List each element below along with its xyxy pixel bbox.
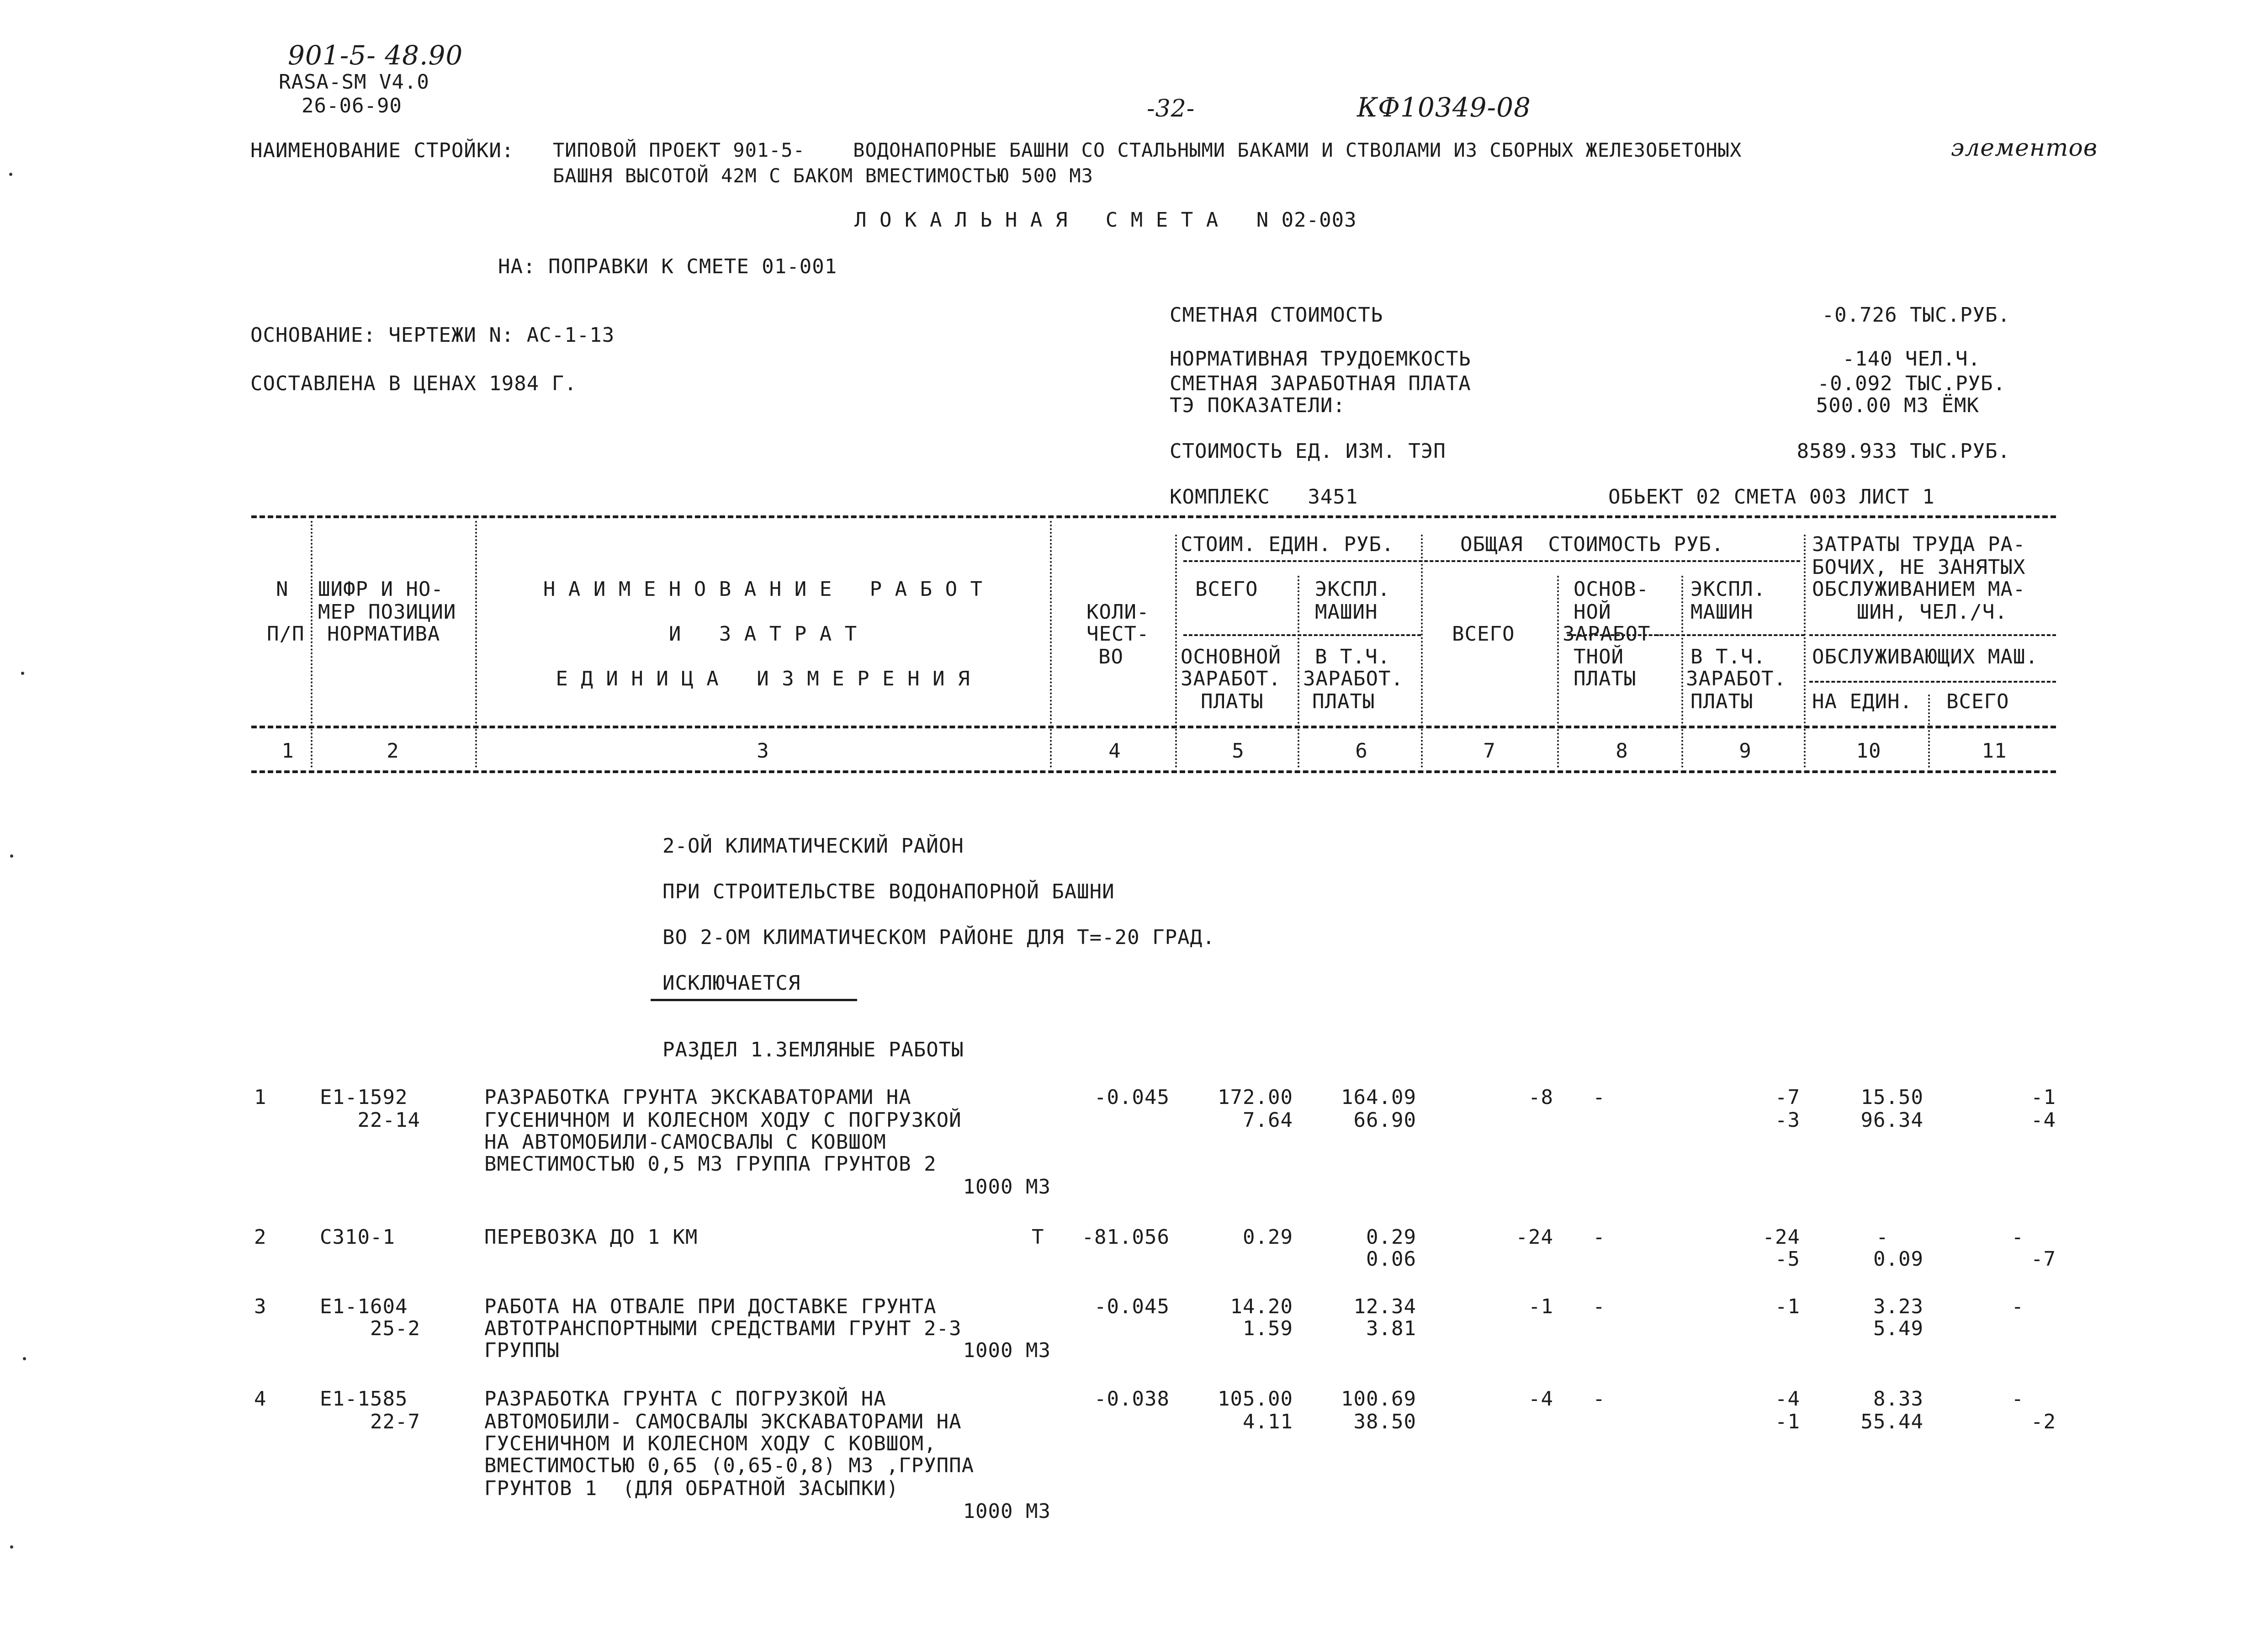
header-sub-rule (1809, 681, 2056, 683)
basis-line: ОСНОВАНИЕ: ЧЕРТЕЖИ N: АС-1-13 (250, 324, 615, 347)
row-labor-total: - (2011, 1226, 2024, 1249)
header-total-incl-3: ПЛАТЫ (1690, 690, 1754, 713)
header-name-3: Е Д И Н И Ц А И З М Е Р Е Н И Я (556, 667, 970, 690)
column-number-6: 6 (1355, 739, 1368, 763)
header-labor-total: ВСЕГО (1946, 690, 2009, 713)
row-code: Е1-1592 (320, 1086, 408, 1109)
row-number: 1 (254, 1086, 267, 1109)
header-unit-main-wage-1: ОСНОВНОЙ (1181, 645, 1281, 668)
row-quantity: -0.045 (1094, 1086, 1170, 1109)
row-code-2: 22-14 (357, 1109, 420, 1132)
row-unit-main-wage: 1.59 (1243, 1317, 1293, 1340)
intro-excluded: ИСКЛЮЧАЕТСЯ (662, 971, 801, 995)
header-n: N (276, 578, 289, 601)
print-date: 26-06-90 (302, 94, 402, 117)
row-total-machines: -4 (1775, 1387, 1800, 1411)
intro-line-3: ВО 2-ОМ КЛИМАТИЧЕСКОМ РАЙОНЕ ДЛЯ Т=-20 ГРАД. (662, 926, 1215, 949)
column-number-1: 1 (281, 739, 294, 763)
row-total-machines: -1 (1775, 1295, 1800, 1318)
header-unit-main-wage-2: ЗАРАБОТ. (1181, 667, 1281, 690)
program-version: RASA-SM V4.0 (279, 70, 429, 94)
row-unit-machines: 164.09 (1341, 1086, 1416, 1109)
header-qty-3: ВО (1098, 645, 1123, 668)
document-number: КФ10349-08 (1357, 92, 1531, 123)
row-name-line: АВТОМОБИЛИ- САМОСВАЛЫ ЭКСКАВАТОРАМИ НА (484, 1410, 962, 1433)
header-labor-1: ЗАТРАТЫ ТРУДА РА- (1812, 533, 2026, 556)
column-separator (1804, 535, 1806, 768)
row-total-main-wage: - (1593, 1226, 1606, 1249)
summary-value-labor: -140 ЧЕЛ.Ч. (1842, 347, 1981, 371)
intro-line-2: ПРИ СТРОИТЕЛЬСТВЕ ВОДОНАПОРНОЙ БАШНИ (662, 880, 1115, 903)
row-unit-main-wage: 4.11 (1243, 1410, 1293, 1433)
header-total-incl-2: ЗАРАБОТ. (1686, 667, 1786, 690)
row-labor-per-unit: 15.50 (1860, 1086, 1924, 1109)
row-labor-per-unit: 3.23 (1873, 1295, 1924, 1318)
construction-label: НАИМЕНОВАНИЕ СТРОЙКИ: (250, 139, 514, 162)
row-total: -1 (1528, 1295, 1553, 1318)
table-top-rule (251, 515, 2056, 518)
row-labor-service-total: -7 (2031, 1247, 2056, 1271)
column-number-4: 4 (1108, 739, 1121, 763)
row-unit-machines: 12.34 (1353, 1295, 1416, 1318)
prices-line: СОСТАВЛЕНА В ЦЕНАХ 1984 Г. (250, 372, 577, 395)
summary-label-wages: СМЕТНАЯ ЗАРАБОТНАЯ ПЛАТА (1170, 372, 1471, 395)
row-name-line: НА АВТОМОБИЛИ-САМОСВАЛЫ С КОВШОМ (484, 1130, 886, 1154)
column-separator (1298, 576, 1299, 768)
row-code: С310-1 (320, 1226, 395, 1249)
row-name-line: АВТОТРАНСПОРТНЫМИ СРЕДСТВАМИ ГРУНТ 2-3 (484, 1317, 962, 1340)
row-name-line: ПЕРЕВОЗКА ДО 1 КМ (484, 1226, 698, 1249)
header-total-main-2: НОЙ (1574, 600, 1611, 624)
header-qty-2: ЧЕСТ- (1086, 622, 1150, 646)
row-total-incl-wage: -3 (1775, 1109, 1800, 1132)
row-quantity: -81.056 (1081, 1226, 1170, 1249)
summary-label-indicators: ТЭ ПОКАЗАТЕЛИ: (1170, 394, 1346, 417)
header-sub-rule (1183, 634, 1421, 636)
column-number-7: 7 (1483, 739, 1496, 763)
row-name-line: РАЗРАБОТКА ГРУНТА С ПОГРУЗКОЙ НА (484, 1387, 886, 1411)
row-total-incl-wage: -1 (1775, 1410, 1800, 1433)
page-number: -32- (1147, 95, 1195, 122)
row-unit-incl-wage: 38.50 (1353, 1410, 1416, 1433)
construction-line-2: БАШНЯ ВЫСОТОЙ 42М С БАКОМ ВМЕСТИМОСТЬЮ 500 М3 (553, 164, 1093, 187)
intro-line-1: 2-ОЙ КЛИМАТИЧЕСКИЙ РАЙОН (662, 834, 964, 858)
header-code-1: ШИФР И НО- (318, 578, 444, 601)
column-number-2: 2 (387, 739, 399, 763)
scan-speck (10, 1545, 13, 1549)
header-labor-per-unit: НА ЕДИН. (1812, 690, 1913, 713)
row-unit-incl-wage: 0.06 (1366, 1247, 1416, 1271)
row-unit-machines: 0.29 (1366, 1226, 1416, 1249)
scan-speck (10, 854, 13, 858)
amendment-line: НА: ПОПРАВКИ К СМЕТЕ 01-001 (498, 255, 837, 278)
header-name-2: И З А Т Р А Т (668, 622, 858, 646)
row-number: 2 (254, 1226, 267, 1249)
header-total-cost: ОБЩАЯ СТОИМОСТЬ РУБ. (1460, 533, 1724, 556)
row-number: 3 (254, 1295, 267, 1318)
row-unit: 1000 М3 (963, 1339, 1051, 1362)
header-labor-service: ОБСЛУЖИВАЮЩИХ МАШ. (1812, 645, 2038, 668)
header-code-2: МЕР ПОЗИЦИИ (318, 600, 456, 624)
row-name-line: ГРУНТОВ 1 (ДЛЯ ОБРАТНОЙ ЗАСЫПКИ) (484, 1477, 899, 1500)
row-labor-per-unit: 8.33 (1873, 1387, 1924, 1411)
row-name-line: РАЗРАБОТКА ГРУНТА ЭКСКАВАТОРАМИ НА (484, 1086, 911, 1109)
row-total-incl-wage: -5 (1775, 1247, 1800, 1271)
summary-value-wages: -0.092 ТЫС.РУБ. (1817, 372, 2006, 395)
column-number-3: 3 (757, 739, 769, 763)
header-labor-2: БОЧИХ, НЕ ЗАНЯТЫХ (1812, 556, 2026, 579)
header-unit-cost: СТОИМ. ЕДИН. РУБ. (1181, 533, 1394, 556)
construction-line-1: ТИПОВОЙ ПРОЕКТ 901-5- ВОДОНАПОРНЫЕ БАШНИ СО СТАЛЬНЫМИ БАКАМИ И СТВОЛАМИ ИЗ СБОРНЫХ ЖЕЛЕЗОБЕТОНЫХ (553, 139, 1742, 161)
row-labor-service-per-unit: 55.44 (1860, 1410, 1924, 1433)
row-unit: 1000 М3 (963, 1175, 1051, 1199)
column-separator (1928, 695, 1930, 768)
row-unit-letter: Т (1032, 1226, 1044, 1249)
section-title: РАЗДЕЛ 1.ЗЕМЛЯНЫЕ РАБОТЫ (662, 1038, 964, 1061)
row-number: 4 (254, 1387, 267, 1411)
row-name-line: ВМЕСТИМОСТЬЮ 0,65 (0,65-0,8) М3 ,ГРУППА (484, 1454, 975, 1477)
summary-value-unit-cost: 8589.933 ТЫС.РУБ. (1796, 440, 2010, 463)
header-total-machines-1: ЭКСПЛ. (1690, 578, 1766, 601)
object-sheet-label: ОБЬЕКТ 02 СМЕТА 003 ЛИСТ 1 (1608, 485, 1935, 509)
row-unit-total: 14.20 (1230, 1295, 1293, 1318)
header-total-machines-2: МАШИН (1690, 600, 1754, 624)
row-unit-incl-wage: 66.90 (1353, 1109, 1416, 1132)
row-unit-total: 172.00 (1218, 1086, 1293, 1109)
header-unit-main-wage-3: ПЛАТЫ (1201, 690, 1264, 713)
intro-underline (651, 999, 857, 1001)
scan-speck (23, 1357, 26, 1360)
column-separator (1681, 576, 1683, 768)
header-sub-rule (1809, 634, 2056, 636)
header-unit-machines-1: ЭКСПЛ. (1315, 578, 1390, 601)
summary-label-estimated-cost: СМЕТНАЯ СТОИМОСТЬ (1170, 303, 1383, 327)
row-name-line: ГРУППЫ (484, 1339, 560, 1362)
column-separator (1050, 521, 1052, 768)
header-qty-1: КОЛИ- (1086, 600, 1150, 624)
header-unit-incl-2: ЗАРАБОТ. (1303, 667, 1404, 690)
handwritten-code: 901-5- 48.90 (288, 40, 463, 71)
construction-handwritten-word: элементов (1951, 134, 2098, 162)
row-unit-main-wage: 7.64 (1243, 1109, 1293, 1132)
column-separator (311, 521, 313, 768)
summary-value-indicators: 500.00 М3 ЁМК (1816, 394, 1979, 417)
column-number-9: 9 (1739, 739, 1752, 763)
column-separator (1421, 535, 1423, 768)
row-total-machines: -24 (1762, 1226, 1800, 1249)
header-labor-4: ШИН, ЧЕЛ./Ч. (1857, 600, 2008, 624)
row-total: -8 (1528, 1086, 1553, 1109)
column-separator (475, 521, 477, 768)
row-labor-service-per-unit: 5.49 (1873, 1317, 1924, 1340)
row-code: Е1-1604 (320, 1295, 408, 1318)
header-unit-machines-2: МАШИН (1315, 600, 1378, 624)
header-unit-incl-1: В Т.Ч. (1315, 645, 1390, 668)
column-number-5: 5 (1232, 739, 1245, 763)
row-total-machines: -7 (1775, 1086, 1800, 1109)
header-total-incl-1: В Т.Ч. (1690, 645, 1766, 668)
row-labor-service-total: -2 (2031, 1410, 2056, 1433)
row-name-line: ВМЕСТИМОСТЬЮ 0,5 М3 ГРУППА ГРУНТОВ 2 (484, 1152, 937, 1176)
row-labor-total: - (2011, 1387, 2024, 1411)
complex-label: КОМПЛЕКС 3451 (1170, 485, 1358, 509)
document-title: Л О К А Л Ь Н А Я С М Е Т А N 02-003 (854, 208, 1357, 232)
header-total-main-3: ЗАРАБОТ- (1563, 622, 1663, 646)
header-name-1: Н А И М Е Н О В А Н И Е Р А Б О Т (543, 578, 983, 601)
numbers-bottom-rule (251, 770, 2056, 773)
header-bottom-rule (251, 726, 2056, 728)
header-sub-rule (1183, 560, 1800, 562)
row-labor-total: -1 (2031, 1086, 2056, 1109)
row-total: -24 (1516, 1226, 1553, 1249)
row-labor-per-unit: - (1876, 1226, 1889, 1249)
header-total-main-4: ТНОЙ (1574, 645, 1624, 668)
row-labor-total: - (2011, 1295, 2024, 1318)
scan-speck (21, 672, 24, 675)
row-total-main-wage: - (1593, 1295, 1606, 1318)
row-unit-incl-wage: 3.81 (1366, 1317, 1416, 1340)
column-number-11: 11 (1982, 739, 2007, 763)
row-total-main-wage: - (1593, 1387, 1606, 1411)
header-unit-total: ВСЕГО (1195, 578, 1258, 601)
column-separator (1557, 576, 1559, 768)
row-labor-service-total: -4 (2031, 1109, 2056, 1132)
row-name-line: РАБОТА НА ОТВАЛЕ ПРИ ДОСТАВКЕ ГРУНТА (484, 1295, 937, 1318)
column-number-10: 10 (1856, 739, 1881, 763)
row-code-2: 25-2 (370, 1317, 420, 1340)
header-pp: П/П (267, 622, 305, 646)
header-code-3: НОРМАТИВА (327, 622, 440, 646)
summary-label-labor: НОРМАТИВНАЯ ТРУДОЕМКОСТЬ (1170, 347, 1471, 371)
row-code: Е1-1585 (320, 1387, 408, 1411)
header-total-all: ВСЕГО (1452, 622, 1515, 646)
header-total-main-1: ОСНОВ- (1574, 578, 1649, 601)
row-quantity: -0.038 (1094, 1387, 1170, 1411)
header-unit-incl-3: ПЛАТЫ (1312, 690, 1375, 713)
summary-value-estimated-cost: -0.726 ТЫС.РУБ. (1822, 303, 2010, 327)
row-unit-total: 0.29 (1243, 1226, 1293, 1249)
column-number-8: 8 (1616, 739, 1628, 763)
row-unit: 1000 М3 (963, 1500, 1051, 1523)
row-total: -4 (1528, 1387, 1553, 1411)
column-separator (1175, 535, 1177, 768)
header-total-main-5: ПЛАТЫ (1574, 667, 1637, 690)
row-unit-total: 105.00 (1218, 1387, 1293, 1411)
row-total-main-wage: - (1593, 1086, 1606, 1109)
row-name-line: ГУСЕНИЧНОМ И КОЛЕСНОМ ХОДУ С ПОГРУЗКОЙ (484, 1109, 962, 1132)
row-name-line: ГУСЕНИЧНОМ И КОЛЕСНОМ ХОДУ С КОВШОМ, (484, 1432, 937, 1455)
row-labor-service-per-unit: 96.34 (1860, 1109, 1924, 1132)
row-unit-machines: 100.69 (1341, 1387, 1416, 1411)
row-labor-service-per-unit: 0.09 (1873, 1247, 1924, 1271)
scan-speck (9, 173, 12, 176)
row-code-2: 22-7 (370, 1410, 420, 1433)
summary-label-unit-cost: СТОИМОСТЬ ЕД. ИЗМ. ТЭП (1170, 440, 1446, 463)
header-labor-3: ОБСЛУЖИВАНИЕМ МА- (1812, 578, 2026, 601)
row-quantity: -0.045 (1094, 1295, 1170, 1318)
